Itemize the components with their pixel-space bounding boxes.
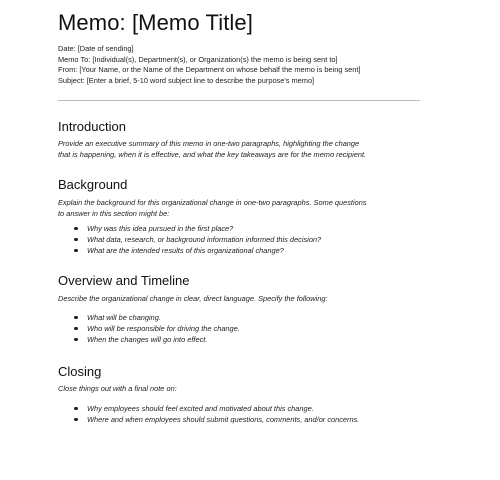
list-item [58, 334, 438, 345]
list-item [58, 245, 438, 256]
background-section [58, 177, 438, 256]
bullet-dot [74, 338, 78, 342]
closing-bullet-list [58, 403, 438, 425]
list-item-text: Where and when employees should submit questions, comments, and/or concerns. [87, 415, 360, 425]
list-item [58, 403, 438, 414]
overview-heading: Overview and Timeline [58, 273, 190, 289]
list-item [58, 323, 438, 334]
bullet-dot [74, 327, 78, 331]
closing-heading: Closing [58, 364, 102, 380]
introduction-section [58, 119, 438, 160]
overview-bullet-list [58, 312, 438, 345]
memo-document [58, 8, 438, 425]
introduction-line: Provide an executive summary of this memo in one-two paragraphs, highlighting the change [58, 139, 360, 149]
list-item-text: When the changes will go into effect. [87, 335, 208, 345]
bullet-dot [74, 418, 78, 422]
list-item [58, 223, 438, 234]
list-item-text: Why employees should feel excited and motivated about this change. [87, 404, 314, 414]
introduction-line: that is happening, when it is effective, and what the key takeaways are for the memo recipient. [58, 150, 367, 160]
bullet-dot [74, 227, 78, 231]
list-item-text: What will be changing. [87, 313, 161, 323]
overview-text [58, 293, 438, 304]
closing-line: Close things out with a final note on: [58, 384, 177, 394]
bullet-dot [74, 316, 78, 320]
list-item-text: What are the intended results of this organizational change? [87, 246, 284, 256]
subject-line: Subject: [Enter a brief, 5-10 word subject line to describe the purpose's memo] [58, 75, 315, 85]
from-line: From: [Your Name, or the Name of the Department on whose behalf the memo is being sent] [58, 65, 361, 75]
overview-section [58, 273, 438, 345]
bullet-dot [74, 407, 78, 411]
list-item [58, 414, 438, 425]
closing-text [58, 383, 438, 394]
memo-title: Memo: [Memo Title] [58, 10, 253, 35]
background-line: Explain the background for this organizational change in one-two paragraphs. Some questions [58, 198, 367, 208]
introduction-text [58, 138, 438, 160]
background-line: to answer in this section might be: [58, 209, 170, 219]
closing-section [58, 364, 438, 425]
list-item-text: What data, research, or background information informed this decision? [87, 235, 322, 245]
bullet-dot [74, 249, 78, 253]
background-text [58, 197, 438, 219]
introduction-heading: Introduction [58, 119, 126, 135]
overview-line: Describe the organizational change in clear, direct language. Specify the following: [58, 294, 328, 304]
bullet-dot [74, 238, 78, 242]
header-divider [58, 100, 420, 101]
background-bullet-list [58, 223, 438, 256]
list-item-text: Who will be responsible for driving the change. [87, 324, 240, 334]
memo-to-line: Memo To: [Individual(s), Department(s), or Organization(s) the memo is being sent to] [58, 54, 338, 64]
list-item-text: Why was this idea pursued in the first place? [87, 224, 234, 234]
background-heading: Background [58, 177, 128, 193]
list-item [58, 312, 438, 323]
date-line: Date: [Date of sending] [58, 44, 134, 53]
list-item [58, 234, 438, 245]
memo-header-fields [58, 44, 438, 86]
